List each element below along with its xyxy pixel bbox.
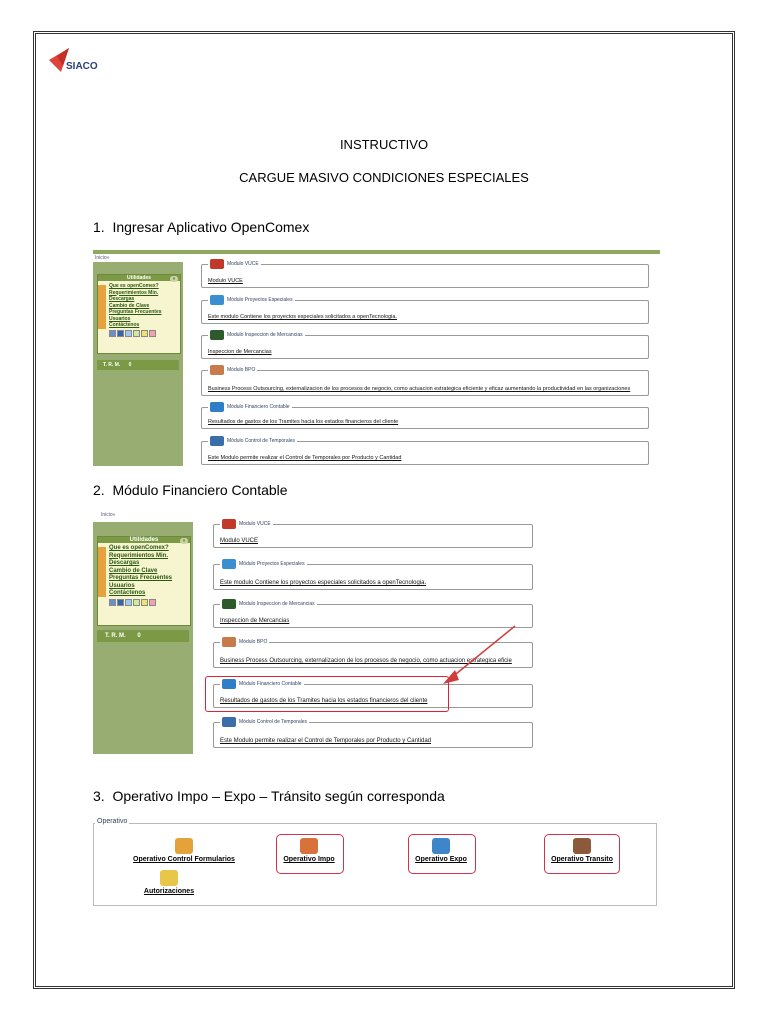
globe-chart-icon: [222, 559, 236, 569]
document-title: INSTRUCTIVO: [339, 137, 429, 152]
module-inspeccion[interactable]: Modulo Inspeccion de Mercancias Inspeccion de Mercancias: [201, 335, 649, 359]
trm-bar: T. R. M. 0: [97, 630, 189, 642]
module-bpo[interactable]: Módulo BPO Business Process Outsourcing, externalizacion de los procesos de negocio, como actuacion estrategica eficiente y eficaz aumentando la productividad en las organizaciones: [201, 370, 649, 396]
step-number: 2.: [93, 482, 105, 498]
link-requerimientos[interactable]: Requerimientos Min.: [109, 289, 159, 296]
vuce-icon: [210, 259, 224, 269]
arrow-icon: [423, 622, 523, 692]
control-formularios-icon: [175, 838, 193, 854]
step-2: [93, 482, 288, 498]
operativo-transito[interactable]: Operativo Transito: [542, 838, 622, 863]
link-descargas[interactable]: Descargas: [109, 560, 140, 566]
step-number: 3.: [93, 788, 105, 804]
step-1: [93, 219, 309, 235]
collapse-icon[interactable]: »: [170, 276, 178, 282]
globe-chart-icon: [210, 295, 224, 305]
highlight-impo: [276, 834, 344, 874]
link-preguntas[interactable]: Preguntas Frecuentes: [109, 575, 173, 581]
breadcrumb-inicio[interactable]: Inicio»: [95, 255, 110, 261]
highlight-financiero: [205, 676, 449, 712]
link-preguntas[interactable]: Preguntas Frecuentes: [109, 309, 162, 315]
link-contactenos[interactable]: Contáctenos: [109, 590, 146, 596]
screenshot-financiero: [93, 512, 533, 754]
bpo-icon: [222, 637, 236, 647]
trm-bar: T. R. M. 0: [97, 360, 179, 370]
collapse-icon[interactable]: »: [180, 538, 188, 544]
utilidades-header: Utilidades »: [98, 275, 180, 281]
operativo-expo[interactable]: Operativo Expo: [406, 838, 476, 863]
module-proyectos[interactable]: Módulo Proyectos Especiales Este modulo Contiene los proyectos especiales solicitados a openTecnologia.: [213, 564, 533, 590]
breadcrumb-inicio[interactable]: Inicio»: [101, 512, 116, 518]
autorizaciones-icon: [160, 870, 178, 886]
module-vuce[interactable]: Modulo VUCE Modulo VUCE: [201, 264, 649, 288]
autorizaciones[interactable]: Autorizaciones: [139, 870, 199, 895]
sidebar: [93, 522, 193, 754]
link-usuarios[interactable]: Usuarios: [109, 582, 135, 589]
screenshot-opencomex-home: [93, 250, 660, 466]
highlight-transito: [544, 834, 620, 874]
module-inspeccion[interactable]: Modulo Inspeccion de Mercancias Inspeccion de Mercancias: [213, 604, 533, 628]
module-bpo[interactable]: Módulo BPO Business Process Outsourcing, externalizacion de los procesos de negocio, como actuacion estrategica eficie: [213, 642, 533, 668]
module-proyectos[interactable]: Módulo Proyectos Especiales Este modulo Contiene los proyectos especiales solicitados a openTecnologia.: [201, 300, 649, 324]
link-descargas[interactable]: Descargas: [109, 296, 135, 302]
color-swatches[interactable]: [98, 330, 180, 337]
module-vuce[interactable]: Modulo VUCE Modulo VUCE: [213, 524, 533, 548]
step-text: Módulo Financiero Contable: [112, 482, 288, 498]
link-que-es[interactable]: Que es openComex?: [109, 283, 159, 289]
step-3: [93, 788, 445, 804]
link-contactenos[interactable]: Contáctenos: [109, 322, 140, 328]
module-temporales[interactable]: Módulo Control de Temporales Este Modulo permite realizar el Control de Temporales por Producto y Cantidad: [213, 722, 533, 748]
utilidades-panel: [97, 536, 191, 626]
inspection-icon: [222, 599, 236, 609]
vuce-icon: [222, 519, 236, 529]
temporales-icon: [222, 717, 236, 727]
step-number: 1.: [93, 219, 105, 235]
top-bar: [93, 250, 660, 254]
link-cambio-clave[interactable]: Cambio de Clave: [109, 302, 150, 309]
utilidades-panel: [97, 274, 181, 354]
module-financiero[interactable]: Módulo Financiero Contable Resultados de gastos de los Tramites hacia los estados financieros del cliente: [213, 684, 533, 708]
link-que-es[interactable]: Que es openComex?: [109, 545, 169, 551]
sidebar: [93, 262, 183, 466]
link-usuarios[interactable]: Usuarios: [109, 315, 131, 322]
document-subtitle: CARGUE MASIVO CONDICIONES ESPECIALES: [239, 170, 529, 185]
module-financiero[interactable]: Módulo Financiero Contable Resultados de gastos de los Tramites hacia los estados financieros del cliente: [201, 407, 649, 429]
inspection-icon: [210, 330, 224, 340]
operativo-impo[interactable]: Operativo Impo: [274, 838, 344, 863]
operativo-legend: Operativo: [97, 818, 128, 825]
bpo-icon: [210, 365, 224, 375]
color-swatches[interactable]: [98, 599, 190, 606]
highlight-expo: [408, 834, 476, 874]
link-requerimientos[interactable]: Requerimientos Min.: [109, 552, 169, 559]
financial-icon: [210, 402, 224, 412]
utilidades-header: Utilidades »: [98, 537, 190, 543]
logo-text: SIACO: [66, 61, 98, 72]
module-temporales[interactable]: Módulo Control de Temporales Este Modulo permite realizar el Control de Temporales por Producto y Cantidad: [201, 441, 649, 465]
temporales-icon: [210, 436, 224, 446]
operativo-frame: [93, 818, 657, 906]
link-cambio-clave[interactable]: Cambio de Clave: [109, 567, 158, 574]
step-text: Ingresar Aplicativo OpenComex: [112, 219, 310, 235]
step-text: Operativo Impo – Expo – Tránsito según corresponda: [112, 788, 445, 804]
operativo-control-formularios[interactable]: Operativo Control Formularios: [116, 838, 252, 863]
